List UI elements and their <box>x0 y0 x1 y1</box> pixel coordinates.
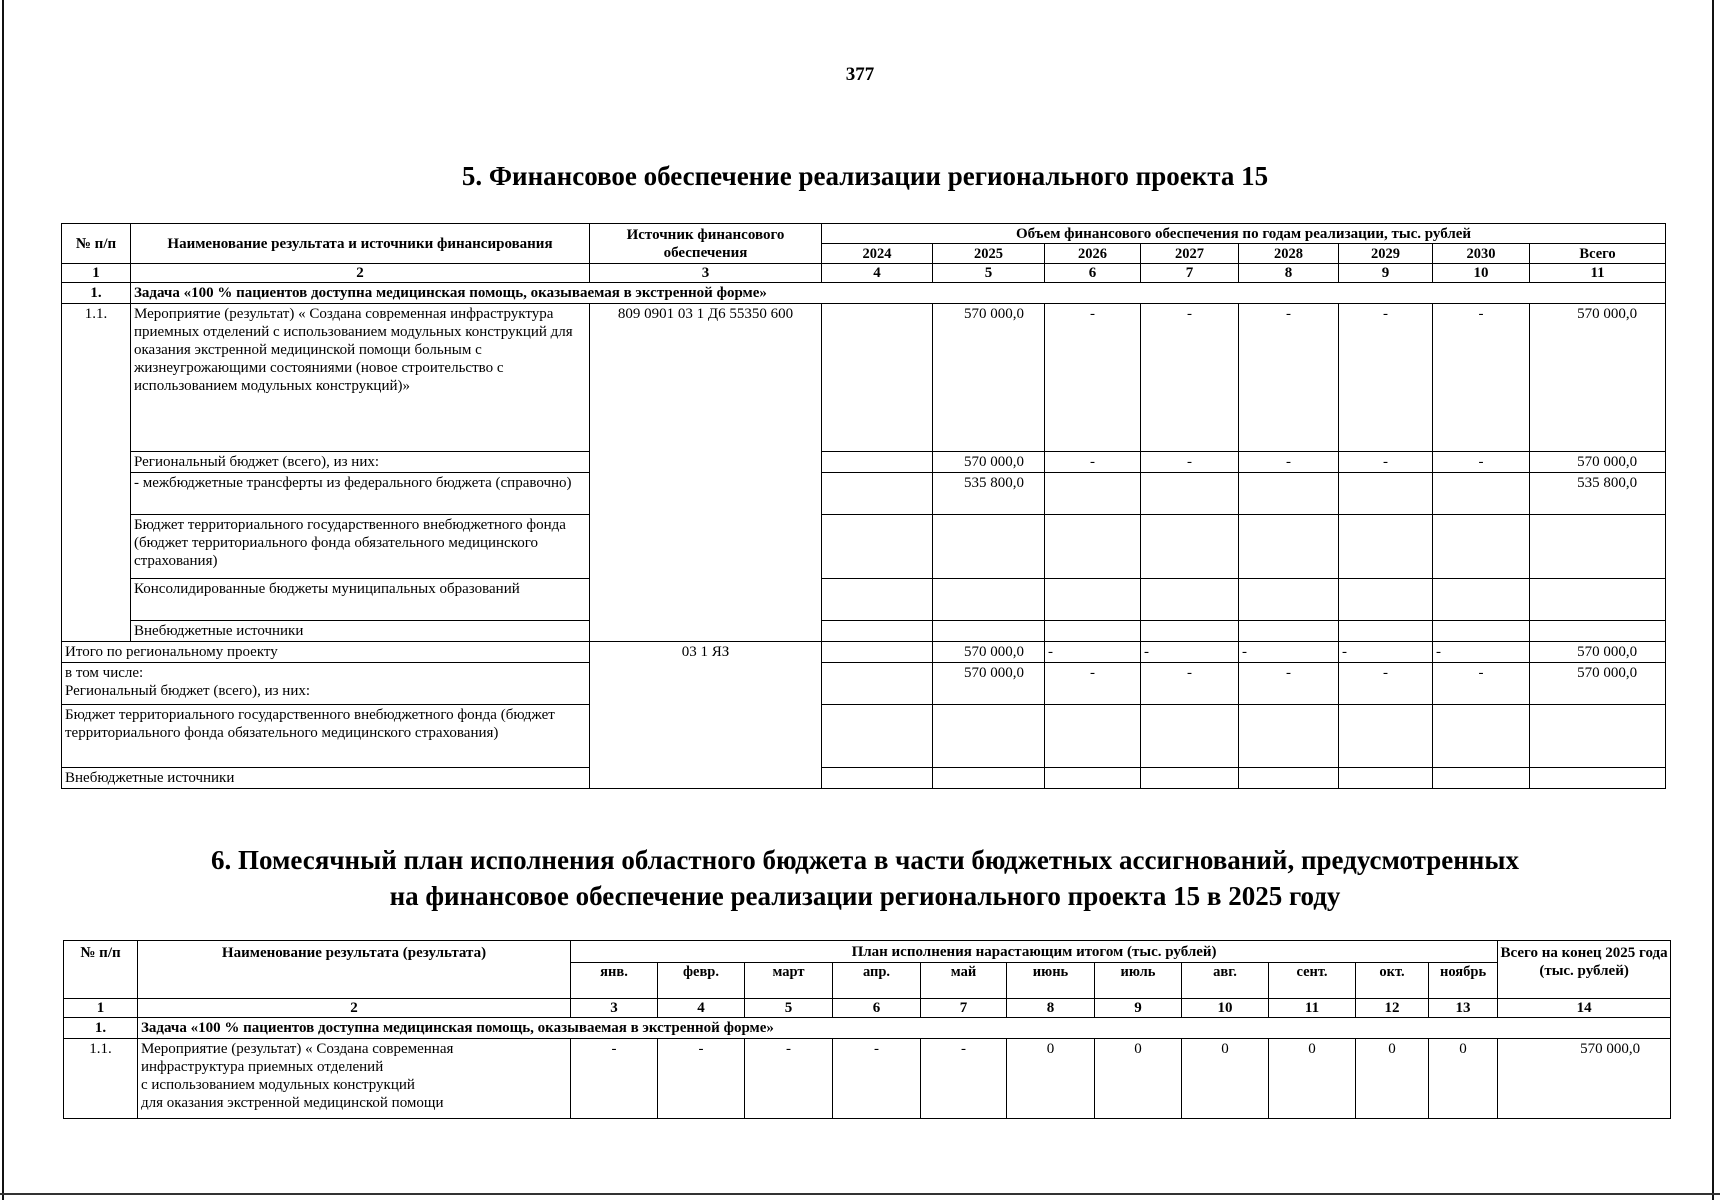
cell-2024 <box>822 768 933 789</box>
table5-total-row <box>62 642 1666 663</box>
cell-2028 <box>1239 621 1339 642</box>
month-value: - <box>833 1039 921 1119</box>
table5-item-row <box>62 304 1666 452</box>
item-text: Мероприятие (результат) « Создана современная инфраструктура приемных отделений с использованием модульных конструкций для оказания экстренной медицинской помощи больным с жизнеугрожающими состояниями (новое строительство с использованием модульных конструкций)» <box>131 304 590 452</box>
cell-2025 <box>933 621 1045 642</box>
item-text-line: для оказания экстренной медицинской помощи <box>141 1095 444 1111</box>
header-month: окт. <box>1356 963 1429 999</box>
month-value: 0 <box>1095 1039 1182 1119</box>
month-value: 0 <box>1007 1039 1095 1119</box>
cell-2029 <box>1339 705 1433 768</box>
row-label: Внебюджетные источники <box>131 621 590 642</box>
cell-2030: - <box>1433 304 1530 452</box>
cell-2027 <box>1141 515 1239 579</box>
cell-2024 <box>822 579 933 621</box>
month-value: - <box>745 1039 833 1119</box>
section-6-title-line-1: 6. Помесячный план исполнения областного бюджета в части бюджетных ассигнований, предусмотренных <box>211 845 1519 875</box>
cell-2026 <box>1045 515 1141 579</box>
header-source: Источник финансового обеспечения <box>590 224 822 264</box>
financing-table <box>61 223 1666 789</box>
cell-2026: - <box>1045 304 1141 452</box>
total-source: 03 1 ЯЗ <box>590 642 822 789</box>
cell-2027 <box>1141 473 1239 515</box>
header-year: 2027 <box>1141 244 1239 264</box>
cell-2024 <box>822 515 933 579</box>
col-number: 4 <box>822 264 933 283</box>
cell-2028 <box>1239 705 1339 768</box>
header-month: июль <box>1095 963 1182 999</box>
section-5-title: 5. Финансовое обеспечение реализации регионального проекта 15 <box>461 161 1269 191</box>
cell-2028 <box>1239 579 1339 621</box>
col-number: 1 <box>64 999 138 1018</box>
cell-2026 <box>1045 768 1141 789</box>
cell-2024 <box>822 705 933 768</box>
cell-2026: - <box>1045 663 1141 705</box>
table5-task-row <box>62 283 1666 304</box>
cell-2025 <box>933 768 1045 789</box>
cell-2025: 535 800,0 <box>933 473 1045 515</box>
cell-total: 570 000,0 <box>1530 663 1666 705</box>
table5-total-extrabudget-row <box>62 768 1666 789</box>
cell-2030: - <box>1433 642 1530 663</box>
table6-column-numbers <box>64 999 1671 1018</box>
task-text: Задача «100 % пациентов доступна медицинская помощь, оказываемая в экстренной форме» <box>138 1018 1671 1039</box>
col-number: 10 <box>1182 999 1269 1018</box>
col-number: 11 <box>1269 999 1356 1018</box>
col-number: 6 <box>1045 264 1141 283</box>
table5-total-territorial-row <box>62 705 1666 768</box>
col-number: 2 <box>131 264 590 283</box>
cell-2025 <box>933 705 1045 768</box>
row-label: Бюджет территориального государственного внебюджетного фонда (бюджет территориального фонда обязательного медицинского страхования) <box>62 705 590 768</box>
header-name: Наименование результата (результата) <box>138 941 571 999</box>
header-month: сент. <box>1269 963 1356 999</box>
col-number: 14 <box>1498 999 1671 1018</box>
cell-2030 <box>1433 768 1530 789</box>
col-number: 8 <box>1007 999 1095 1018</box>
col-number: 4 <box>658 999 745 1018</box>
incl-label-2: Региональный бюджет (всего), из них: <box>65 683 311 699</box>
header-month: май <box>921 963 1007 999</box>
row-label: Бюджет территориального государственного внебюджетного фонда (бюджет территориального фонда обязательного медицинского страхования) <box>131 515 590 579</box>
header-year: 2028 <box>1239 244 1339 264</box>
row-label: Внебюджетные источники <box>62 768 590 789</box>
cell-2029: - <box>1339 663 1433 705</box>
cell-2028 <box>1239 473 1339 515</box>
item-text <box>138 1039 571 1119</box>
cell-total: 570 000,0 <box>1530 642 1666 663</box>
table5-column-numbers <box>62 264 1666 283</box>
cell-2027 <box>1141 705 1239 768</box>
table6-header-row-1 <box>64 941 1671 963</box>
header-month: февр. <box>658 963 745 999</box>
task-num: 1. <box>62 283 131 304</box>
item-text-line: Мероприятие (результат) « Создана современная <box>141 1041 454 1057</box>
table6-task-row <box>64 1018 1671 1039</box>
cell-2029 <box>1339 621 1433 642</box>
table5-header-row-1 <box>62 224 1666 244</box>
cell-2025 <box>933 515 1045 579</box>
cell-2024 <box>822 473 933 515</box>
month-value: - <box>921 1039 1007 1119</box>
table5-territorial-row <box>62 515 1666 579</box>
cell-2026: - <box>1045 642 1141 663</box>
cell-2028: - <box>1239 452 1339 473</box>
task-num: 1. <box>64 1018 138 1039</box>
item-total: 570 000,0 <box>1498 1039 1671 1119</box>
cell-2024 <box>822 304 933 452</box>
month-value: 0 <box>1269 1039 1356 1119</box>
header-total: Всего на конец 2025 года (тыс. рублей) <box>1498 941 1671 999</box>
cell-2027 <box>1141 621 1239 642</box>
cell-2029: - <box>1339 452 1433 473</box>
header-num: № п/п <box>62 224 131 264</box>
cell-2027: - <box>1141 642 1239 663</box>
cell-2027 <box>1141 579 1239 621</box>
cell-2030 <box>1433 621 1530 642</box>
header-num: № п/п <box>64 941 138 999</box>
cell-2025: 570 000,0 <box>933 642 1045 663</box>
cell-2030 <box>1433 579 1530 621</box>
col-number: 8 <box>1239 264 1339 283</box>
cell-2026 <box>1045 579 1141 621</box>
header-year: 2029 <box>1339 244 1433 264</box>
cell-2027: - <box>1141 304 1239 452</box>
row-label: - межбюджетные трансферты из федерального бюджета (справочно) <box>131 473 590 515</box>
cell-total <box>1530 515 1666 579</box>
cell-2025: 570 000,0 <box>933 304 1045 452</box>
cell-2026: - <box>1045 452 1141 473</box>
col-number: 6 <box>833 999 921 1018</box>
col-number: 10 <box>1433 264 1530 283</box>
table6-item-row <box>64 1039 1671 1119</box>
header-volume: Объем финансового обеспечения по годам реализации, тыс. рублей <box>822 224 1666 244</box>
cell-2027 <box>1141 768 1239 789</box>
col-number: 9 <box>1095 999 1182 1018</box>
cell-2027: - <box>1141 452 1239 473</box>
month-value: - <box>658 1039 745 1119</box>
col-number: 9 <box>1339 264 1433 283</box>
header-month: март <box>745 963 833 999</box>
cell-2028: - <box>1239 642 1339 663</box>
header-month: июнь <box>1007 963 1095 999</box>
header-year: 2030 <box>1433 244 1530 264</box>
cell-2030: - <box>1433 663 1530 705</box>
row-label: Региональный бюджет (всего), из них: <box>131 452 590 473</box>
incl-label <box>62 663 590 705</box>
month-value: 0 <box>1356 1039 1429 1119</box>
cell-2028 <box>1239 768 1339 789</box>
cell-total <box>1530 768 1666 789</box>
cell-2029: - <box>1339 304 1433 452</box>
header-year: 2026 <box>1045 244 1141 264</box>
row-label: Консолидированные бюджеты муниципальных образований <box>131 579 590 621</box>
col-number: 1 <box>62 264 131 283</box>
cell-total <box>1530 621 1666 642</box>
col-number: 7 <box>1141 264 1239 283</box>
cell-2030 <box>1433 473 1530 515</box>
cell-2025: 570 000,0 <box>933 452 1045 473</box>
header-month: апр. <box>833 963 921 999</box>
cell-2028: - <box>1239 304 1339 452</box>
table5-incl-regional-row <box>62 663 1666 705</box>
cell-2026 <box>1045 473 1141 515</box>
table5-regional-row <box>62 452 1666 473</box>
total-label: Итого по региональному проекту <box>62 642 590 663</box>
month-value: 0 <box>1429 1039 1498 1119</box>
cell-total <box>1530 579 1666 621</box>
cell-2028: - <box>1239 663 1339 705</box>
cell-2024 <box>822 663 933 705</box>
monthly-plan-table <box>63 940 1671 1119</box>
col-number: 13 <box>1429 999 1498 1018</box>
cell-2024 <box>822 452 933 473</box>
header-name: Наименование результата и источники финансирования <box>131 224 590 264</box>
cell-2029 <box>1339 768 1433 789</box>
header-month: ноябрь <box>1429 963 1498 999</box>
table5-extrabudget-row <box>62 621 1666 642</box>
page-number: 377 <box>845 64 875 85</box>
section-6-title-line-2: на финансовое обеспечение реализации регионального проекта 15 в 2025 году <box>389 881 1341 911</box>
cell-total <box>1530 705 1666 768</box>
header-year: 2024 <box>822 244 933 264</box>
item-text-line: инфраструктура приемных отделений <box>141 1059 384 1075</box>
cell-2026 <box>1045 621 1141 642</box>
task-text: Задача «100 % пациентов доступна медицинская помощь, оказываемая в экстренной форме» <box>131 283 1666 304</box>
header-month: янв. <box>571 963 658 999</box>
cell-2028 <box>1239 515 1339 579</box>
col-number: 12 <box>1356 999 1429 1018</box>
cell-2024 <box>822 642 933 663</box>
cell-2030 <box>1433 515 1530 579</box>
cell-2029 <box>1339 473 1433 515</box>
cell-total: 570 000,0 <box>1530 304 1666 452</box>
cell-total: 535 800,0 <box>1530 473 1666 515</box>
header-month: авг. <box>1182 963 1269 999</box>
item-num: 1.1. <box>64 1039 138 1119</box>
table5-consolidated-row <box>62 579 1666 621</box>
table5-interbudget-row <box>62 473 1666 515</box>
col-number: 5 <box>933 264 1045 283</box>
cell-2027: - <box>1141 663 1239 705</box>
col-number: 11 <box>1530 264 1666 283</box>
cell-2024 <box>822 621 933 642</box>
col-number: 2 <box>138 999 571 1018</box>
cell-2029 <box>1339 579 1433 621</box>
item-text-line: с использованием модульных конструкций <box>141 1077 415 1093</box>
cell-2026 <box>1045 705 1141 768</box>
incl-label-1: в том числе: <box>65 665 144 681</box>
cell-2025 <box>933 579 1045 621</box>
col-number: 5 <box>745 999 833 1018</box>
cell-2025: 570 000,0 <box>933 663 1045 705</box>
cell-2029: - <box>1339 642 1433 663</box>
header-total: Всего <box>1530 244 1666 264</box>
month-value: 0 <box>1182 1039 1269 1119</box>
cell-2030 <box>1433 705 1530 768</box>
col-number: 3 <box>590 264 822 283</box>
month-value: - <box>571 1039 658 1119</box>
header-year: 2025 <box>933 244 1045 264</box>
item-num: 1.1. <box>62 304 131 642</box>
header-plan: План исполнения нарастающим итогом (тыс. рублей) <box>571 941 1498 963</box>
cell-2029 <box>1339 515 1433 579</box>
col-number: 3 <box>571 999 658 1018</box>
section-6-title <box>0 842 1720 914</box>
cell-2030: - <box>1433 452 1530 473</box>
item-source: 809 0901 03 1 Д6 55350 600 <box>590 304 822 642</box>
cell-total: 570 000,0 <box>1530 452 1666 473</box>
col-number: 7 <box>921 999 1007 1018</box>
page-bottom-rule <box>0 1193 1720 1195</box>
